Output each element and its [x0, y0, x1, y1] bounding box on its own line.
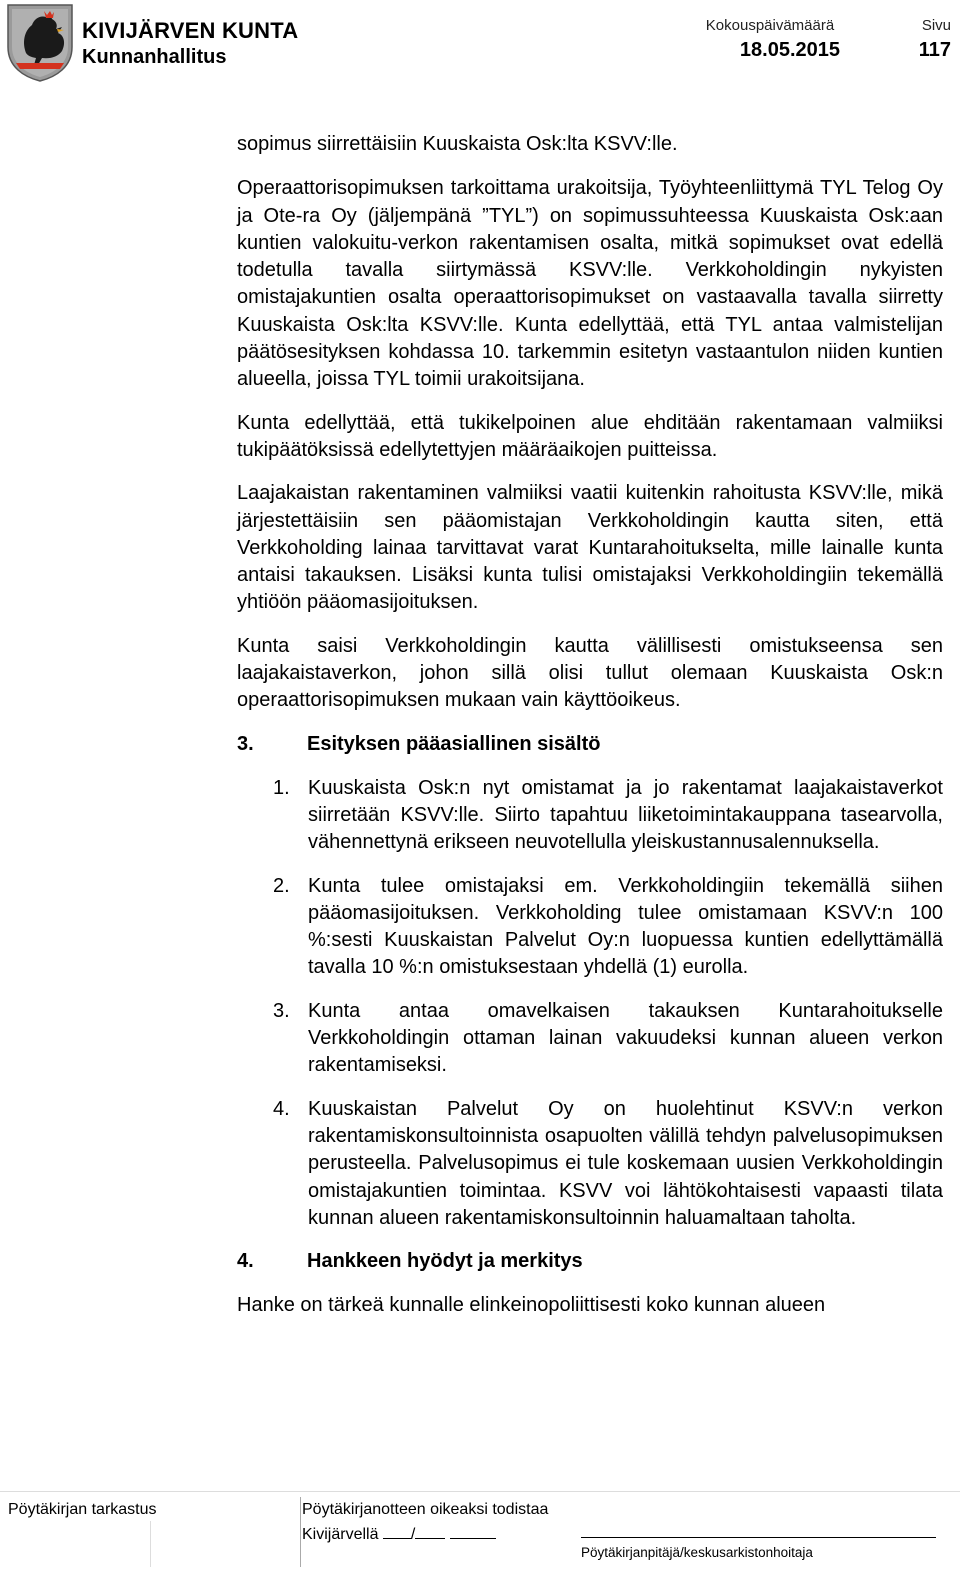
page-number-value: 117 [918, 39, 951, 61]
meeting-date-block [700, 16, 840, 64]
place-date-line [302, 1524, 496, 1544]
section-heading-4 [237, 1248, 943, 1275]
day-blank [383, 1524, 411, 1539]
list-item-number: 3. [273, 999, 290, 1022]
paragraph: Hanke on tärkeä kunnalle elinkeinopoliittisesti koko kunnan alueen [237, 1294, 826, 1317]
minutes-review-label: Pöytäkirjan tarkastus [8, 1501, 157, 1518]
page-number-block [905, 16, 951, 64]
section-title: Esityksen pääasiallinen sisältö [307, 732, 601, 755]
paragraph: Kunta saisi Verkkoholdingin kautta välillisesti omistukseensa sen laajakaistaverkon, johon sillä olisi tullut olemaan Kuuskaista Osk:n operaattorisopimuksen mukaan vain käyttöoikeus. [237, 634, 943, 712]
signature-line [581, 1537, 936, 1538]
date-separator: / [410, 1526, 416, 1543]
list-item [237, 998, 943, 1080]
numbered-list [237, 775, 943, 1232]
certification-label: Pöytäkirjanotteen oikeaksi todistaa [302, 1501, 549, 1518]
list-item-number: 4. [273, 1097, 290, 1120]
list-item [237, 775, 943, 857]
signer-label: Pöytäkirjanpitäjä/keskusarkistonhoitaja [581, 1545, 813, 1560]
footer-column-divider [150, 1521, 151, 1567]
month-blank [415, 1524, 445, 1539]
year-blank [450, 1524, 496, 1539]
document-body [237, 131, 943, 1335]
list-item-text: Kunta tulee omistajaksi em. Verkkoholdingiin tekemällä siihen pääomasijoituksen. Verkkoholding tulee omistamaan KSVV:n 100 %:sesti Kuuskaistan Palvelut Oy:n luopuessa kuntien edellyttämällä tavalla 10 %:n omistuksestaan yhdellä (1) eurolla. [308, 874, 943, 979]
list-item-number: 1. [273, 776, 290, 799]
org-name: KIVIJÄRVEN KUNTA [82, 18, 299, 43]
section-number: 4. [237, 1250, 254, 1273]
footer-divider [0, 1491, 960, 1492]
section-heading-3 [237, 731, 943, 758]
page-header [0, 0, 960, 95]
paragraph: Laajakaistan rakentaminen valmiiksi vaatii kuitenkin rahoitusta KSVV:lle, mikä järjestettäisiin sen pääomistajan Verkkoholdingin kautta siten, että Verkkoholding lainaa tarvittavat varat Kuntarahoitukselta, mille lainalle kunta antaisi takauksen. Lisäksi kunta tulisi omistajaksi Verkkoholdingiin tekemällä yhtiöön pääomasijoituksen. [237, 482, 943, 614]
meeting-date-label: Kokouspäivämäärä [705, 17, 835, 34]
list-item-text: Kuuskaista Osk:n nyt omistamat ja jo rakentamat laajakaistaverkot siirretään KSVV:lle. Siirto tapahtuu liiketoimintakauppana tasearvolla, vähennettynä erikseen neuvotellulla yleiskustannusalennuksella. [308, 776, 943, 854]
section-number: 3. [237, 732, 254, 755]
organization-title [82, 18, 298, 70]
list-item-number: 2. [273, 874, 290, 897]
org-unit: Kunnanhallitus [82, 46, 227, 68]
page-footer [0, 1491, 960, 1581]
place-name: Kivijärvellä [302, 1526, 379, 1543]
list-item [237, 1096, 943, 1232]
meeting-date-value: 18.05.2015 [739, 39, 840, 61]
paragraph: Kunta edellyttää, että tukikelpoinen alue ehditään rakentamaan valmiiksi tukipäätöksissä edellytettyjen määräaikojen puitteissa. [237, 411, 943, 461]
paragraph: sopimus siirrettäisiin Kuuskaista Osk:lta KSVV:lle. [237, 133, 678, 155]
coat-of-arms-rooster-icon [4, 3, 76, 83]
section-title: Hankkeen hyödyt ja merkitys [307, 1250, 583, 1273]
list-item-text: Kunta antaa omavelkaisen takauksen Kuntarahoitukselle Verkkoholdingin ottaman lainan vakuudeksi kunnan alueen verkon rakentamiseksi. [308, 999, 943, 1077]
paragraph: Operaattorisopimuksen tarkoittama urakoitsija, Työyhteenliittymä TYL Telog Oy ja Ote-ra Oy (jäljempänä ”TYL”) on sopimussuhteessa Kuuskaista Osk:aan kuntien valokuitu-verkon rakentamisen osalta, mitkä sopimukset ovat edellä todetulla tavalla siirtymässä KSVV:lle. Verkkoholdingin nykyisten omistajakuntien osalta operaattorisopimukset on vastaavalla tavalla siirretty Kuuskaista Osk:lta KSVV:lle. Kunta edellyttää, että TYL antaa valmistelijan päätösesityksen kohdassa 10. tarkemmin esitetyn vastaantulon niiden kuntien alueella, joissa TYL toimii urakoitsijana. [237, 177, 943, 391]
page-number-label: Sivu [921, 17, 951, 34]
list-item [237, 873, 943, 982]
footer-column-divider [300, 1497, 301, 1567]
list-item-text: Kuuskaistan Palvelut Oy on huolehtinut KSVV:n verkon rakentamiskonsultoinnista osapuolten välillä tehdyn palvelusopimuksen perusteella. Palvelusopimus ei tule koskemaan uusien Verkkoholdingin omistajakuntien toimintaa. KSVV voi lähtökohtaisesti vapaasti tilata kunnan alueen rakentamiskonsultoinnin haluamaltaan taholta. [308, 1097, 943, 1229]
